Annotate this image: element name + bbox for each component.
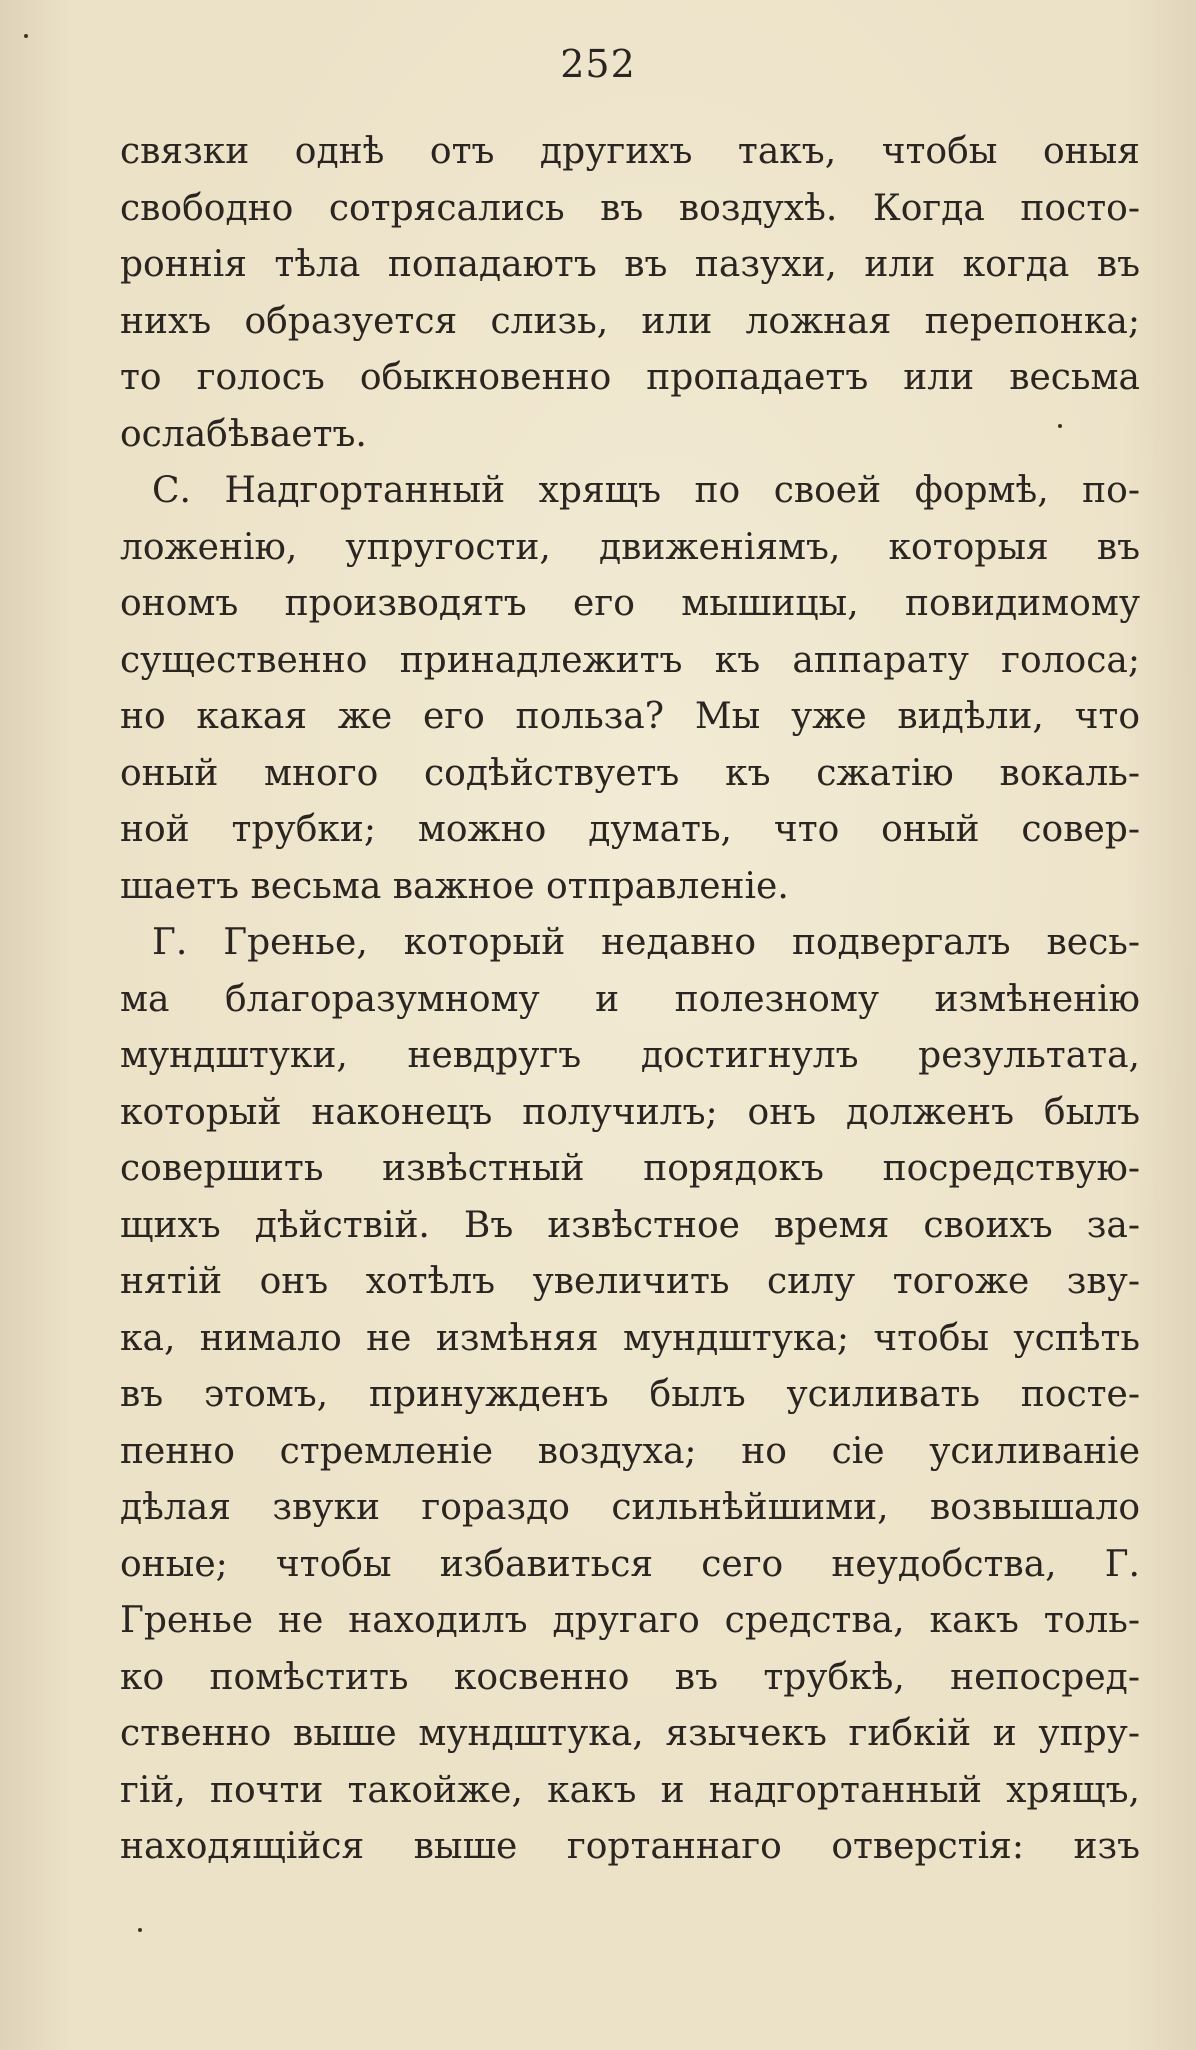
text-line: Г. Гренье, который недавно подвергалъ весь-: [152, 922, 1140, 963]
text-line: дѣлая звуки гораздо сильнѣйшими, возвышало: [120, 1487, 1140, 1528]
text-line: свободно сотрясались въ воздухѣ. Когда посто-: [120, 187, 1140, 229]
text-line: шаетъ весьма важное отправленіе.: [120, 865, 789, 907]
text-line: С. Надгортанный хрящъ по своей формѣ, по-: [152, 470, 1140, 511]
text-line: ка, нимало не измѣняя мундштука; чтобы успѣть: [120, 1317, 1140, 1359]
text-line: ономъ производятъ его мышицы, повидимому: [120, 583, 1140, 624]
text-line: существенно принадлежитъ къ аппарату голоса;: [120, 639, 1140, 681]
text-line: Гренье не находилъ другаго средства, какъ толь-: [120, 1600, 1140, 1641]
text-line: нихъ образуется слизь, или ложная перепонка;: [120, 300, 1140, 342]
text-line: въ этомъ, принужденъ былъ усиливать посте-: [120, 1374, 1140, 1415]
text-line: пенно стремленіе воздуха; но сіе усиливаніе: [120, 1430, 1140, 1472]
text-line: оные; чтобы избавиться сего неудобства, Г.: [120, 1543, 1140, 1585]
text-line: находящійся выше гортаннаго отверстія: изъ: [120, 1826, 1140, 1867]
text-line: ственно выше мундштука, язычекъ гибкій и упру-: [120, 1713, 1140, 1754]
text-line: мундштуки, невдругъ достигнулъ результата,: [120, 1035, 1140, 1076]
body-text: [120, 124, 1140, 1876]
text-line: оный много содѣйствуетъ къ сжатію вокаль-: [120, 752, 1140, 794]
text-line: ко помѣстить косвенно въ трубкѣ, непосред-: [120, 1656, 1140, 1698]
ink-speck: [138, 1928, 142, 1932]
page-number: 252: [560, 42, 636, 86]
text-line: ма благоразумному и полезному измѣненію: [120, 978, 1140, 1020]
text-line: нятій онъ хотѣлъ увеличить силу тогоже зву-: [120, 1261, 1140, 1302]
text-line: совершить извѣстный порядокъ посредствую-: [120, 1148, 1140, 1189]
text-line: ной трубки; можно думать, что оный совер-: [120, 809, 1140, 850]
text-line: связки однѣ отъ другихъ такъ, чтобы оныя: [120, 131, 1140, 172]
text-line: который наконецъ получилъ; онъ долженъ былъ: [120, 1091, 1140, 1133]
text-line: но какая же его польза? Мы уже видѣли, что: [120, 696, 1140, 737]
ink-speck: [1058, 424, 1062, 428]
text-line: гій, почти такойже, какъ и надгортанный хрящъ,: [120, 1769, 1140, 1811]
text-line: ослабѣваетъ.: [120, 413, 367, 455]
ink-speck: [24, 34, 28, 38]
text-line: то голосъ обыкновенно пропадаетъ или весьма: [120, 357, 1140, 398]
text-line: щихъ дѣйствій. Въ извѣстное время своихъ за-: [120, 1204, 1140, 1246]
text-line: роннія тѣла попадаютъ въ пазухи, или когда въ: [120, 244, 1140, 285]
text-line: ложенію, упругости, движеніямъ, которыя въ: [120, 526, 1140, 568]
